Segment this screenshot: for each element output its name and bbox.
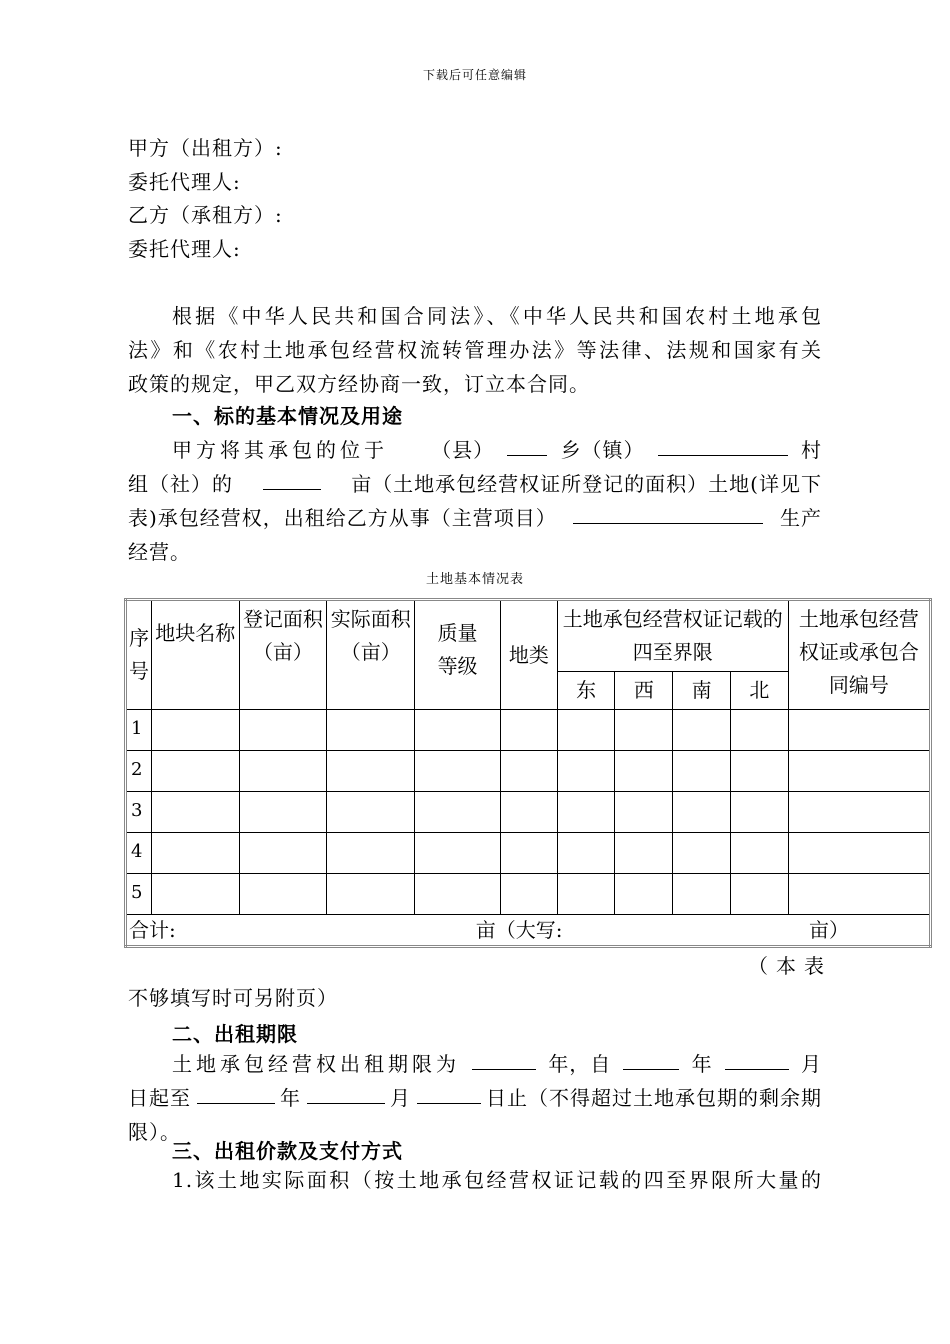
cell[interactable] bbox=[327, 874, 415, 915]
cell[interactable] bbox=[730, 833, 788, 874]
section-2-body bbox=[128, 1047, 822, 1149]
s2-text-h: 日止（不得超过土地承包期的剩余期 bbox=[486, 1086, 822, 1110]
cell[interactable] bbox=[673, 710, 731, 751]
s1-text-a: 甲方将其承包的位于 bbox=[172, 438, 388, 462]
header-certificate-number: 土地承包经营权证或承包合同编号 bbox=[788, 600, 930, 710]
cell[interactable] bbox=[239, 751, 327, 792]
start-year-blank[interactable] bbox=[623, 1047, 679, 1070]
cell[interactable] bbox=[788, 874, 930, 915]
section-1-title: 一、标的基本情况及用途 bbox=[172, 404, 403, 428]
total-label: 合计: bbox=[129, 918, 176, 942]
header-actual-area: 实际面积（亩） bbox=[327, 600, 415, 710]
cell[interactable] bbox=[615, 751, 673, 792]
table-note-end: 不够填写时可另附页） bbox=[128, 986, 338, 1010]
table-row bbox=[126, 833, 931, 874]
intro-line-2: 法》和《农村土地承包经营权流转管理办法》等法律、法规和国家有关 bbox=[128, 338, 822, 362]
header-land-type: 地类 bbox=[500, 600, 557, 710]
cell[interactable] bbox=[500, 833, 557, 874]
header-north: 北 bbox=[730, 672, 788, 710]
cell[interactable] bbox=[415, 833, 501, 874]
start-month-blank[interactable] bbox=[725, 1047, 789, 1070]
party-a-agent-label: 委托代理人: bbox=[128, 170, 241, 194]
row-number: 5 bbox=[126, 874, 152, 915]
cell[interactable] bbox=[415, 751, 501, 792]
intro-line-3: 政策的规定，甲乙双方经协商一致，订立本合同。 bbox=[128, 372, 590, 396]
s2-text-c: 年 bbox=[691, 1052, 713, 1076]
row-number: 4 bbox=[126, 833, 152, 874]
table-row bbox=[126, 792, 931, 833]
cell[interactable] bbox=[557, 833, 615, 874]
s2-text-f: 年 bbox=[280, 1086, 301, 1110]
cell[interactable] bbox=[500, 710, 557, 751]
row-number: 1 bbox=[126, 710, 152, 751]
cell[interactable] bbox=[615, 874, 673, 915]
table-row bbox=[126, 710, 931, 751]
cell[interactable] bbox=[673, 833, 731, 874]
cell[interactable] bbox=[615, 792, 673, 833]
s2-text-d: 月 bbox=[800, 1052, 822, 1076]
cell[interactable] bbox=[151, 751, 239, 792]
cell[interactable] bbox=[151, 792, 239, 833]
cell[interactable] bbox=[327, 710, 415, 751]
section-3-title: 三、出租价款及支付方式 bbox=[172, 1139, 403, 1163]
s1-text-d: 村 bbox=[800, 438, 822, 462]
end-month-blank[interactable] bbox=[307, 1081, 385, 1104]
cell[interactable] bbox=[151, 833, 239, 874]
cell[interactable] bbox=[327, 792, 415, 833]
end-day-blank[interactable] bbox=[417, 1081, 481, 1104]
cell[interactable] bbox=[239, 792, 327, 833]
party-b-label: 乙方（承租方）: bbox=[128, 203, 283, 227]
section-2-title: 二、出租期限 bbox=[172, 1022, 298, 1046]
area-blank[interactable] bbox=[263, 467, 321, 490]
cell[interactable] bbox=[557, 792, 615, 833]
table-row bbox=[126, 874, 931, 915]
cell[interactable] bbox=[239, 710, 327, 751]
s1-text-c: 乡（镇） bbox=[560, 438, 645, 462]
cell[interactable] bbox=[788, 751, 930, 792]
cell[interactable] bbox=[673, 792, 731, 833]
total-mu-label: 亩（大写: bbox=[475, 918, 563, 942]
s2-text-g: 月 bbox=[390, 1086, 411, 1110]
cell[interactable] bbox=[615, 833, 673, 874]
header-south: 南 bbox=[673, 672, 731, 710]
land-info-table bbox=[124, 598, 932, 948]
cell[interactable] bbox=[327, 833, 415, 874]
section-1-body bbox=[128, 433, 822, 569]
s1-text-h: 生产 bbox=[780, 506, 822, 530]
header-registered-area: 登记面积（亩） bbox=[239, 600, 327, 710]
row-number: 3 bbox=[126, 792, 152, 833]
cell[interactable] bbox=[557, 874, 615, 915]
cell[interactable] bbox=[415, 710, 501, 751]
intro-line-1: 根据《中华人民共和国合同法》、《中华人民共和国农村土地承包 bbox=[172, 304, 822, 328]
cell[interactable] bbox=[730, 751, 788, 792]
cell[interactable] bbox=[239, 833, 327, 874]
lease-years-blank[interactable] bbox=[472, 1047, 536, 1070]
cell[interactable] bbox=[415, 874, 501, 915]
header-plot-name: 地块名称 bbox=[151, 600, 239, 710]
cell[interactable] bbox=[730, 710, 788, 751]
header-quality-grade: 质量等级 bbox=[415, 600, 501, 710]
cell[interactable] bbox=[788, 833, 930, 874]
cell[interactable] bbox=[557, 751, 615, 792]
page-header: 下载后可任意编辑 bbox=[422, 68, 527, 82]
table-caption: 土地基本情况表 bbox=[425, 572, 524, 587]
s1-text-b: （县） bbox=[431, 438, 495, 462]
cell[interactable] bbox=[151, 874, 239, 915]
cell[interactable] bbox=[788, 710, 930, 751]
s2-text-a: 土地承包经营权出租期限为 bbox=[172, 1052, 460, 1076]
cell[interactable] bbox=[730, 874, 788, 915]
project-blank[interactable] bbox=[573, 501, 763, 524]
village-blank[interactable] bbox=[658, 433, 788, 456]
s3-line-1: 1.该土地实际面积（按土地承包经营权证记载的四至界限所大量的 bbox=[172, 1168, 822, 1192]
s1-text-e: 组（社）的 bbox=[128, 472, 233, 496]
cell[interactable] bbox=[239, 874, 327, 915]
header-boundary: 土地承包经营权证记载的四至界限 bbox=[557, 600, 788, 672]
cell[interactable] bbox=[151, 710, 239, 751]
table-note-start: （本表 bbox=[748, 954, 832, 978]
section-3-body bbox=[128, 1163, 822, 1197]
cell[interactable] bbox=[788, 792, 930, 833]
town-blank[interactable] bbox=[507, 433, 547, 456]
cell[interactable] bbox=[615, 710, 673, 751]
cell[interactable] bbox=[500, 751, 557, 792]
party-b-agent-label: 委托代理人: bbox=[128, 237, 241, 261]
s2-text-e: 日起至 bbox=[128, 1086, 191, 1110]
s1-text-f: 亩（土地承包经营权证所登记的面积）土地(详见下 bbox=[351, 472, 822, 496]
total-end-label: 亩） bbox=[809, 918, 849, 942]
s1-text-g: 表)承包经营权，出租给乙方从事（主营项目） bbox=[128, 506, 557, 530]
cell[interactable] bbox=[557, 710, 615, 751]
cell[interactable] bbox=[500, 874, 557, 915]
s2-text-i: 限）。 bbox=[128, 1120, 181, 1144]
s2-text-b: 年，自 bbox=[548, 1052, 612, 1076]
cell[interactable] bbox=[415, 792, 501, 833]
cell[interactable] bbox=[327, 751, 415, 792]
table-row bbox=[126, 751, 931, 792]
cell[interactable] bbox=[673, 874, 731, 915]
cell[interactable] bbox=[500, 792, 557, 833]
total-row bbox=[126, 915, 931, 947]
row-number: 2 bbox=[126, 751, 152, 792]
header-west: 西 bbox=[615, 672, 673, 710]
end-year-blank[interactable] bbox=[197, 1081, 275, 1104]
party-a-label: 甲方（出租方）: bbox=[128, 136, 283, 160]
s1-text-i: 经营。 bbox=[128, 540, 191, 564]
header-seq: 序号 bbox=[126, 600, 152, 710]
cell[interactable] bbox=[673, 751, 731, 792]
cell[interactable] bbox=[730, 792, 788, 833]
header-east: 东 bbox=[557, 672, 615, 710]
intro-paragraph bbox=[128, 299, 822, 401]
